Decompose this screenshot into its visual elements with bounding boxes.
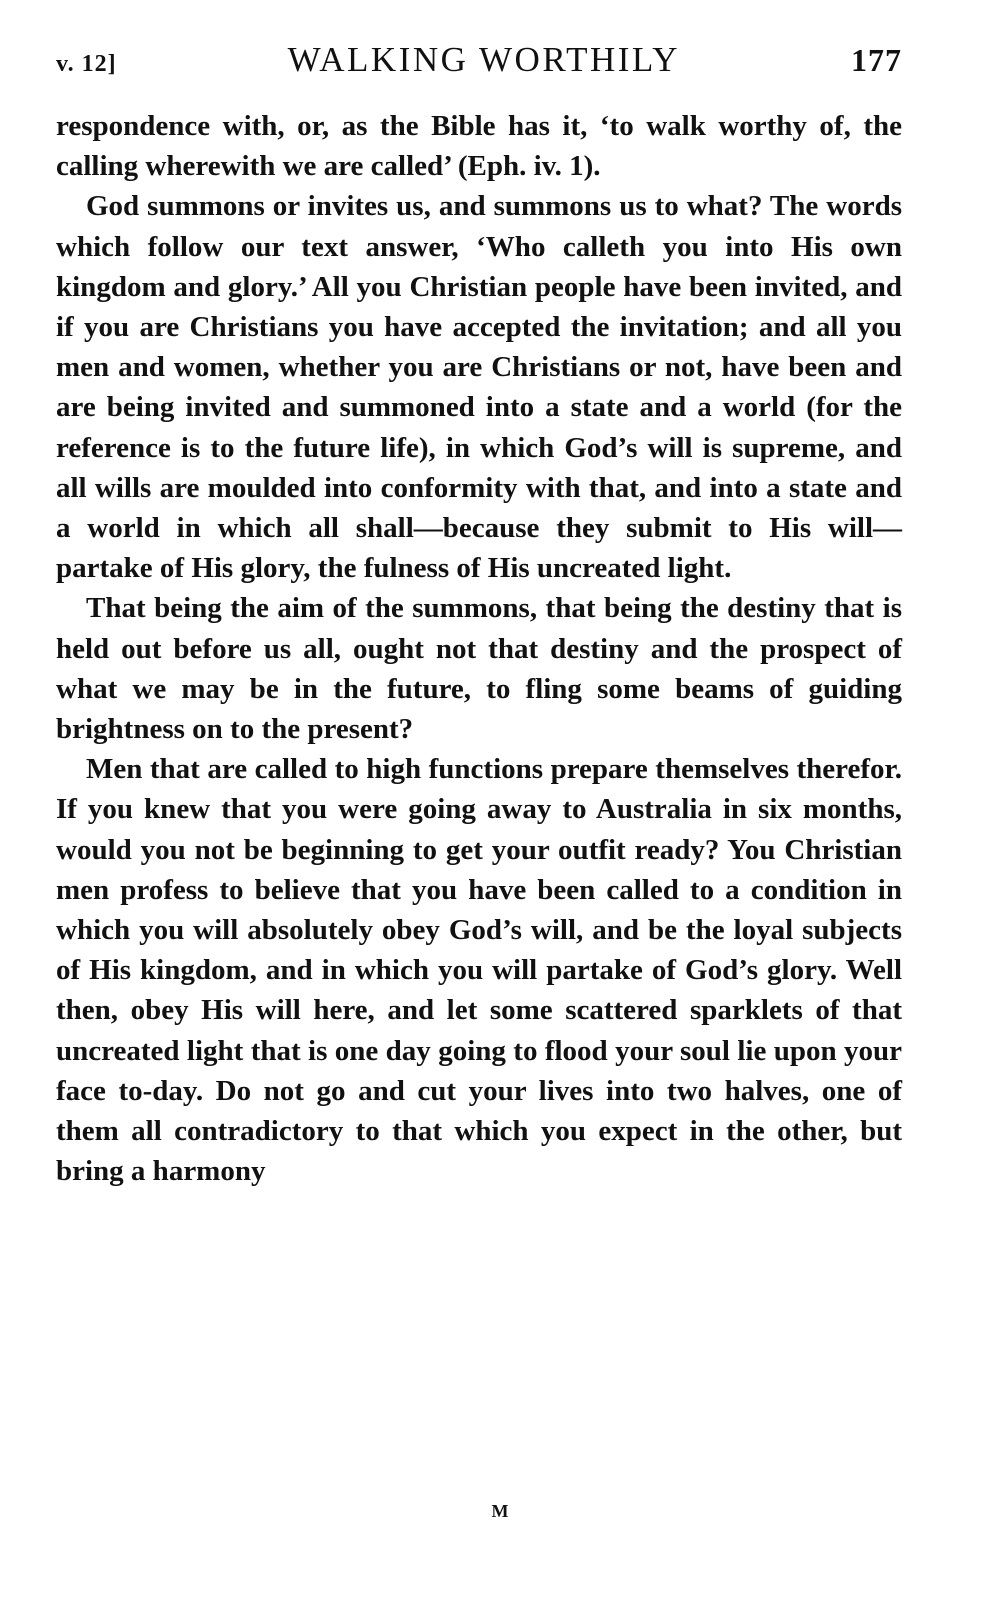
paragraph: That being the aim of the summons, that being the destiny that is held out before us all, ought not that destiny and the prospect of what we may be in the future, to fling some beams of guiding brightness on to the present? [56, 592, 902, 746]
paragraph: God summons or invites us, and summons us to what? The words which follow our text answer, ‘Who calleth you into His own kingdom and glory.’ All you Christian people have been invited, and if you are Christians you have accepted the invitation; and all you men and women, whether you are Christians or not, have been and are being invited and summoned into a state and a world (for the reference is to the future life), in which God’s will is supreme, and all wills are moulded into conformity with that, and into a state and a world in which all shall—because they submit to His will—partake of His glory, the fulness of His uncreated light. [56, 190, 902, 585]
page-number: 177 [850, 42, 902, 78]
running-header [56, 40, 902, 96]
signature-mark: M [491, 1501, 509, 1521]
verse-reference: v. 12] [56, 51, 117, 77]
page-body [56, 106, 902, 1191]
running-title: WALKING WORTHILY [287, 40, 681, 79]
paragraph-continued: respondence with, or, as the Bible has it, ‘to walk worthy of, the calling wherewith we are called’ (Eph. iv. 1). [56, 110, 902, 183]
book-page [56, 40, 902, 1191]
paragraph: Men that are called to high functions prepare themselves therefor. If you knew that you were going away to Australia in six months, would you not be beginning to get your outfit ready? You Christian men profess to believe that you have been called to a condition in which you will absolutely obey God’s will, and be the loyal subjects of His kingdom, and in which you will partake of God’s glory. Well then, obey His will here, and let some scattered sparklets of that uncreated light that is one day going to flood your soul lie upon your face to-day. Do not go and cut your lives into two halves, one of them all contradictory to that which you expect in the other, but bring a harmony [56, 753, 902, 1188]
